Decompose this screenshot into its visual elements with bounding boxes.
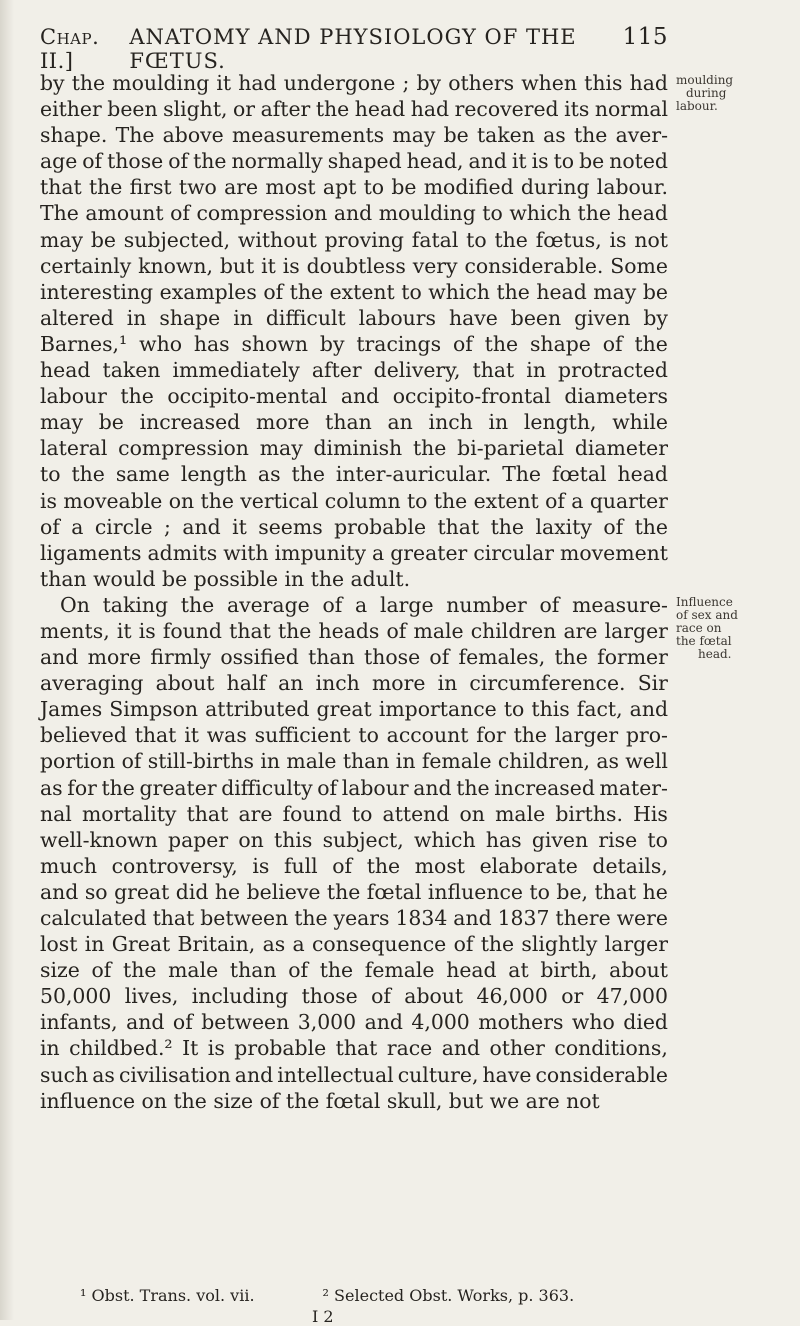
margin-note-influence bbox=[676, 596, 738, 661]
margin-note-line: head. bbox=[698, 647, 732, 661]
page-edge-shadow bbox=[0, 0, 14, 1320]
text-line: ments, it is found that the heads of male children are larger bbox=[40, 618, 668, 643]
text-line: head taken immediately after delivery, that in protracted bbox=[40, 358, 668, 383]
footnote-1: ¹ Obst. Trans. vol. vii. bbox=[80, 1286, 255, 1305]
text-line: On taking the average of a large number of measure- bbox=[60, 592, 668, 617]
text-line: 50,000 lives, including those of about 46,000 or 47,000 bbox=[40, 984, 668, 1009]
text-line: Barnes,¹ who has shown by tracings of the shape of the bbox=[40, 331, 668, 356]
text-line: labour the occipito-mental and occipito-frontal diameters bbox=[40, 384, 668, 409]
text-line: interesting examples of the extent to which the head may be bbox=[40, 279, 668, 304]
text-line: James Simpson attributed great importance to this fact, and bbox=[40, 697, 668, 722]
text-line: either been slight, or after the head had recovered its normal bbox=[40, 97, 668, 122]
text-line: by the moulding it had undergone ; by others when this had bbox=[40, 71, 668, 95]
text-line: in childbed.² It is probable that race and other conditions, bbox=[40, 1036, 668, 1061]
text-line: infants, and of between 3,000 and 4,000 mothers who died bbox=[40, 1010, 668, 1035]
text-line: may be subjected, without proving fatal to the fœtus, is not bbox=[40, 227, 668, 252]
text-line: size of the male than of the female head at birth, about bbox=[40, 958, 668, 983]
text-line: such as civilisation and intellectual culture, have considerable bbox=[40, 1062, 668, 1087]
text-line: influence on the size of the fœtal skull, but we are not bbox=[40, 1088, 600, 1113]
text-line: certainly known, but it is doubtless very considerable. Some bbox=[40, 253, 668, 278]
text-line: averaging about half an inch more in circumference. Sir bbox=[40, 671, 668, 696]
text-line: calculated that between the years 1834 and 1837 there were bbox=[40, 906, 668, 930]
text-line: ligaments admits with impunity a greater circular movement bbox=[40, 540, 668, 565]
text-line: than would be possible in the adult. bbox=[40, 566, 411, 591]
chapter-label: Chap. II.] bbox=[40, 25, 100, 73]
text-line: nal mortality that are found to attend on male births. His bbox=[40, 801, 668, 826]
running-title: ANATOMY AND PHYSIOLOGY OF THE FŒTUS. bbox=[129, 25, 577, 73]
text-line: is moveable on the vertical column to the extent of a quarter bbox=[40, 488, 668, 513]
text-line: that the first two are most apt to be modified during labour. bbox=[40, 175, 668, 200]
page-header bbox=[40, 24, 668, 73]
text-line: lost in Great Britain, as a consequence of the slightly larger bbox=[40, 932, 668, 957]
margin-note-line: during bbox=[686, 86, 727, 100]
footnote-2: ² Selected Obst. Works, p. 363. bbox=[322, 1286, 575, 1305]
text-line: lateral compression may diminish the bi-parietal diameter bbox=[40, 436, 668, 461]
signature-mark: I 2 bbox=[312, 1307, 334, 1326]
margin-note-line: the fœtal bbox=[676, 634, 732, 648]
text-line: may be increased more than an inch in length, while bbox=[40, 410, 668, 435]
margin-note-line: moulding bbox=[676, 73, 734, 87]
margin-note-line: of sex and bbox=[676, 608, 738, 622]
text-line: age of those of the normally shaped head, and it is to be noted bbox=[40, 149, 668, 174]
margin-note-line: race on bbox=[676, 621, 722, 635]
text-line: to the same length as the inter-auricular. The fœtal head bbox=[40, 462, 668, 487]
text-line: and more firmly ossified than those of females, the former bbox=[40, 645, 668, 670]
margin-note-line: Influence bbox=[676, 595, 733, 609]
margin-note-moulding bbox=[676, 74, 733, 113]
text-line: portion of still-births in male than in female children, as well bbox=[40, 749, 668, 774]
text-line: of a circle ; and it seems probable that the laxity of the bbox=[40, 514, 668, 539]
text-line: and so great did he believe the fœtal influence to be, that he bbox=[40, 879, 668, 904]
footnotes bbox=[40, 1286, 668, 1305]
text-line: believed that it was sufficient to account for the larger pro- bbox=[40, 723, 668, 748]
text-line: The amount of compression and moulding to which the head bbox=[40, 201, 668, 226]
body-text bbox=[40, 70, 668, 1114]
text-line: shape. The above measurements may be taken as the aver- bbox=[40, 123, 668, 148]
text-line: altered in shape in difficult labours have been given by bbox=[40, 305, 668, 330]
text-line: well-known paper on this subject, which has given rise to bbox=[40, 827, 668, 852]
margin-note-line: labour. bbox=[676, 99, 718, 113]
page-number: 115 bbox=[622, 24, 668, 50]
text-line: much controversy, is full of the most elaborate details, bbox=[40, 853, 668, 878]
text-line: as for the greater difficulty of labour and the increased mater- bbox=[40, 775, 668, 800]
